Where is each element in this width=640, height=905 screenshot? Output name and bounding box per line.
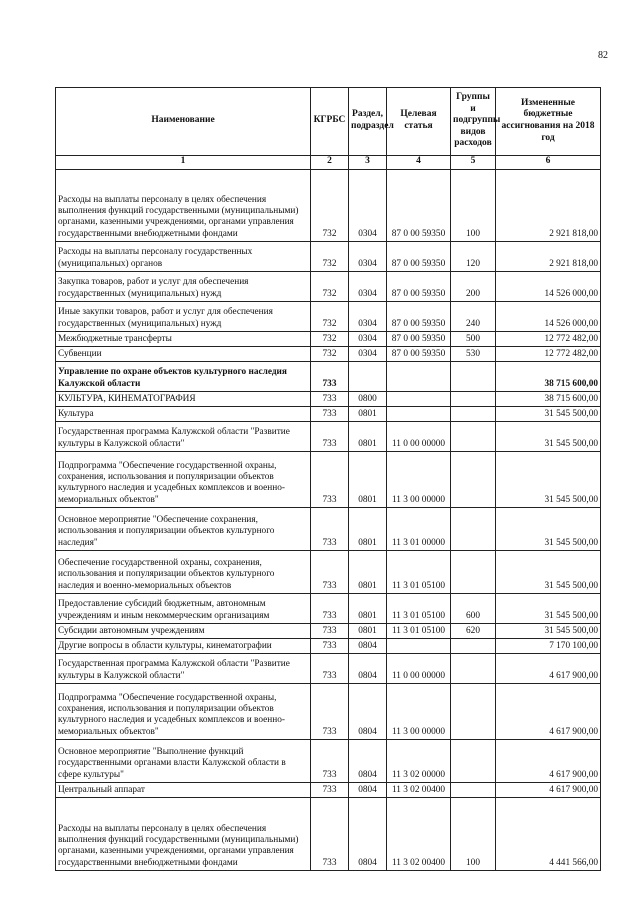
row-kgrbs: 733 [311,798,349,871]
row-target [387,392,451,407]
table-row [56,422,601,452]
column-number: 4 [387,156,451,170]
row-group [451,654,496,684]
row-target: 87 0 00 59350 [387,302,451,332]
budget-table [55,87,601,871]
header-kgrbs: КГРБС [311,88,349,156]
row-name: Управление по охране объектов культурного наследия Калужской области [56,362,311,392]
row-name: Межбюджетные трансферты [56,332,311,347]
table-body [56,170,601,871]
row-name: Расходы на выплаты персоналу государственных (муниципальных) органов [56,242,311,272]
row-amount: 31 545 500,00 [496,422,601,452]
row-target [387,639,451,654]
row-group [451,740,496,783]
table-row [56,783,601,798]
table-header-row [56,88,601,156]
row-amount: 38 715 600,00 [496,392,601,407]
table-row [56,740,601,783]
row-kgrbs: 733 [311,422,349,452]
row-kgrbs: 733 [311,684,349,740]
row-kgrbs: 733 [311,594,349,624]
row-name: КУЛЬТУРА, КИНЕМАТОГРАФИЯ [56,392,311,407]
row-target: 87 0 00 59350 [387,170,451,242]
row-amount: 4 617 900,00 [496,783,601,798]
table-row [56,170,601,242]
table-row [56,362,601,392]
column-number-row [56,156,601,170]
row-group [451,508,496,551]
row-amount: 12 772 482,00 [496,332,601,347]
row-section: 0801 [349,407,387,422]
row-kgrbs: 733 [311,740,349,783]
row-section: 0804 [349,740,387,783]
row-amount: 31 545 500,00 [496,508,601,551]
row-section: 0801 [349,508,387,551]
row-section: 0801 [349,452,387,508]
table-row [56,347,601,362]
row-amount: 12 772 482,00 [496,347,601,362]
row-section: 0804 [349,783,387,798]
row-group: 200 [451,272,496,302]
row-section: 0801 [349,422,387,452]
row-group: 120 [451,242,496,272]
row-amount: 14 526 000,00 [496,272,601,302]
page-number: 82 [598,50,608,61]
row-group: 500 [451,332,496,347]
row-section: 0801 [349,624,387,639]
row-amount: 31 545 500,00 [496,407,601,422]
row-target: 11 3 01 00000 [387,508,451,551]
column-number: 1 [56,156,311,170]
table-row [56,242,601,272]
row-amount: 31 545 500,00 [496,594,601,624]
row-section: 0804 [349,639,387,654]
row-kgrbs: 732 [311,242,349,272]
row-amount: 2 921 818,00 [496,242,601,272]
row-amount: 2 921 818,00 [496,170,601,242]
table-row [56,392,601,407]
row-name: Субвенции [56,347,311,362]
row-amount: 38 715 600,00 [496,362,601,392]
row-section: 0304 [349,302,387,332]
row-section: 0804 [349,654,387,684]
header-target: Целевая статья [387,88,451,156]
row-kgrbs: 733 [311,362,349,392]
row-section: 0800 [349,392,387,407]
row-kgrbs: 733 [311,551,349,594]
row-section: 0804 [349,798,387,871]
row-kgrbs: 733 [311,654,349,684]
row-group: 600 [451,594,496,624]
row-name: Закупка товаров, работ и услуг для обеспечения государственных (муниципальных) нужд [56,272,311,302]
row-group: 100 [451,798,496,871]
row-section: 0801 [349,551,387,594]
row-name: Основное мероприятие "Выполнение функций государственными органами власти Калужской области в сфере культуры" [56,740,311,783]
row-target: 11 3 00 00000 [387,452,451,508]
row-name: Центральный аппарат [56,783,311,798]
column-number: 3 [349,156,387,170]
row-name: Государственная программа Калужской области "Развитие культуры в Калужской области" [56,422,311,452]
row-name: Иные закупки товаров, работ и услуг для обеспечения государственных (муниципальных) нужд [56,302,311,332]
row-kgrbs: 733 [311,407,349,422]
row-group: 100 [451,170,496,242]
row-name: Обеспечение государственной охраны, сохранения, использования и популяризации объектов культурного наследия и военно-мемориальных объектов [56,551,311,594]
row-target: 11 3 02 00400 [387,783,451,798]
row-kgrbs: 733 [311,624,349,639]
table-row [56,302,601,332]
row-amount: 4 441 566,00 [496,798,601,871]
row-name: Расходы на выплаты персоналу в целях обеспечения выполнения функций государственными (муниципальными) органами, казенными учреждениями, органами управления государственными внебюджетными фондами [56,170,311,242]
row-amount: 31 545 500,00 [496,624,601,639]
row-kgrbs: 733 [311,508,349,551]
row-kgrbs: 732 [311,302,349,332]
column-number: 5 [451,156,496,170]
row-target: 11 0 00 00000 [387,654,451,684]
row-target: 11 3 02 00000 [387,740,451,783]
row-amount: 31 545 500,00 [496,452,601,508]
row-section: 0304 [349,332,387,347]
row-group [451,639,496,654]
row-target: 87 0 00 59350 [387,272,451,302]
row-section [349,362,387,392]
row-target: 87 0 00 59350 [387,332,451,347]
row-target: 11 3 01 05100 [387,624,451,639]
row-section: 0804 [349,684,387,740]
row-kgrbs: 732 [311,170,349,242]
row-target: 87 0 00 59350 [387,242,451,272]
row-kgrbs: 733 [311,452,349,508]
row-amount: 4 617 900,00 [496,740,601,783]
column-number: 2 [311,156,349,170]
row-amount: 31 545 500,00 [496,551,601,594]
row-target [387,362,451,392]
row-kgrbs: 733 [311,392,349,407]
row-section: 0801 [349,594,387,624]
row-section: 0304 [349,347,387,362]
row-name: Другие вопросы в области культуры, кинематографии [56,639,311,654]
row-name: Подпрограмма "Обеспечение государственной охраны, сохранения, использования и популяризации объектов культурного наследия и усадебных комплексов и военно-мемориальных объектов" [56,684,311,740]
table-row [56,551,601,594]
row-group: 620 [451,624,496,639]
row-name: Основное мероприятие "Обеспечение сохранения, использования и популяризации объектов культурного наследия" [56,508,311,551]
row-group [451,551,496,594]
row-target: 11 3 01 05100 [387,594,451,624]
row-group [451,783,496,798]
table-row [56,508,601,551]
header-name: Наименование [56,88,311,156]
row-amount: 4 617 900,00 [496,654,601,684]
row-amount: 4 617 900,00 [496,684,601,740]
table-row [56,452,601,508]
row-kgrbs: 732 [311,332,349,347]
row-group: 240 [451,302,496,332]
row-section: 0304 [349,242,387,272]
row-target: 11 0 00 00000 [387,422,451,452]
row-target [387,407,451,422]
table-row [56,654,601,684]
row-target: 11 3 00 00000 [387,684,451,740]
row-section: 0304 [349,272,387,302]
row-amount: 7 170 100,00 [496,639,601,654]
table-row [56,798,601,871]
row-group [451,407,496,422]
row-group [451,452,496,508]
row-target: 87 0 00 59350 [387,347,451,362]
row-name: Субсидии автономным учреждениям [56,624,311,639]
table-row [56,624,601,639]
row-target: 11 3 01 05100 [387,551,451,594]
table-row [56,407,601,422]
row-group [451,422,496,452]
column-number: 6 [496,156,601,170]
row-group [451,362,496,392]
row-group [451,684,496,740]
row-kgrbs: 732 [311,347,349,362]
row-kgrbs: 732 [311,272,349,302]
row-name: Государственная программа Калужской области "Развитие культуры в Калужской области" [56,654,311,684]
row-amount: 14 526 000,00 [496,302,601,332]
row-name: Расходы на выплаты персоналу в целях обеспечения выполнения функций государственными (муниципальными) органами, казенными учреждениями, органами управления государственными внебюджетными фондами [56,798,311,871]
table-row [56,684,601,740]
row-name: Предоставление субсидий бюджетным, автономным учреждениям и иным некоммерческим организациям [56,594,311,624]
table-row [56,594,601,624]
table-row [56,639,601,654]
row-name: Культура [56,407,311,422]
table-row [56,332,601,347]
row-name: Подпрограмма "Обеспечение государственной охраны, сохранения, использования и популяризации объектов культурного наследия и усадебных комплексов и военно-мемориальных объектов" [56,452,311,508]
header-amount: Измененные бюджетные ассигнования на 2018 год [496,88,601,156]
row-group: 530 [451,347,496,362]
header-section: Раздел, подраздел [349,88,387,156]
row-kgrbs: 733 [311,639,349,654]
row-section: 0304 [349,170,387,242]
table-row [56,272,601,302]
header-groups: Группы и подгруппы видов расходов [451,88,496,156]
row-group [451,392,496,407]
row-kgrbs: 733 [311,783,349,798]
row-target: 11 3 02 00400 [387,798,451,871]
